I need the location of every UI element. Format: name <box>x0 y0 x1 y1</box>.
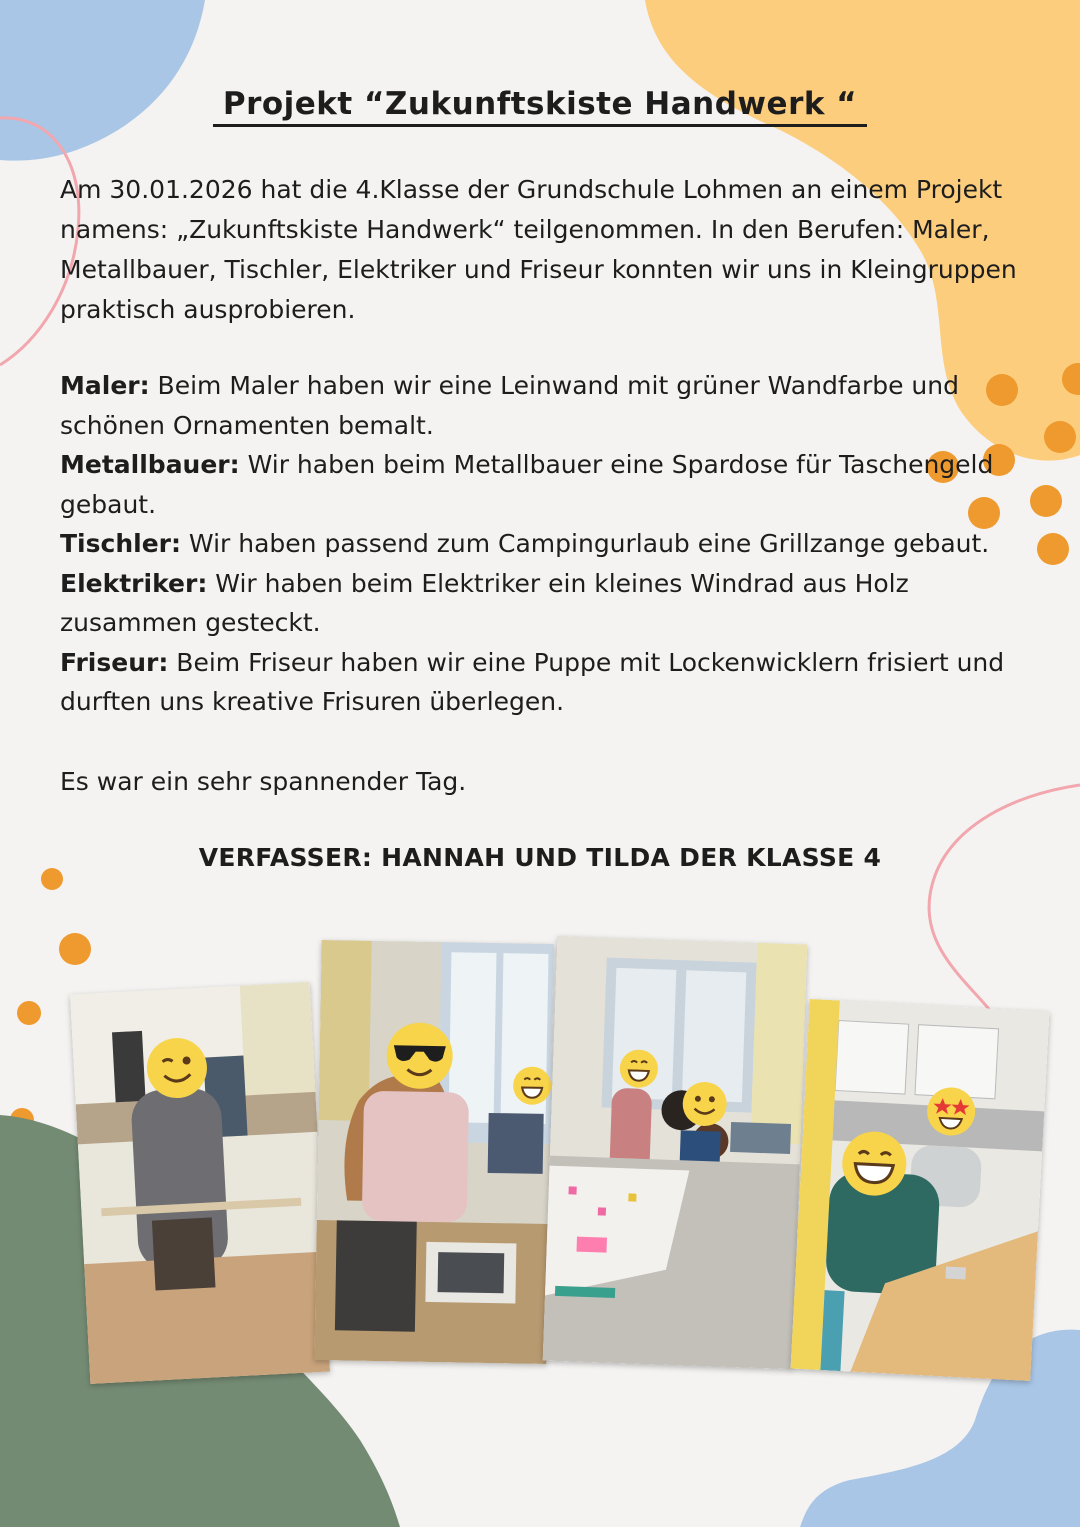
dot <box>1037 533 1069 565</box>
job-label: Tischler: <box>60 529 181 558</box>
photo-electrician-workshop <box>790 999 1049 1381</box>
job-text: Wir haben passend zum Campingurlaub eine Grillzange gebaut. <box>180 529 990 558</box>
photo-painting-workshop <box>314 940 553 1364</box>
star-eyes-face-icon <box>925 1085 978 1138</box>
job-label: Maler: <box>60 371 150 400</box>
grin-face-icon <box>840 1129 909 1198</box>
job-text: Wir haben beim Metallbauer eine Spardose für Taschengeld gebaut. <box>60 450 994 519</box>
job-text: Beim Friseur haben wir eine Puppe mit Lockenwicklern frisiert und durften uns kreative Frisuren überlegen. <box>60 647 1005 716</box>
author-line: VERFASSER: HANNAH UND TILDA DER KLASSE 4 <box>198 843 882 872</box>
job-text: Beim Maler haben wir eine Leinwand mit grüner Wandfarbe und schönen Ornamenten bemalt. <box>60 371 959 440</box>
dot <box>1030 485 1062 517</box>
dot <box>59 933 91 965</box>
job-item-tischler <box>60 524 1020 564</box>
job-item-maler <box>60 366 1020 445</box>
smile-face-icon <box>681 1080 729 1128</box>
dot <box>17 1001 41 1025</box>
dot <box>1044 421 1076 453</box>
blue-blob-top-left <box>0 0 205 161</box>
job-text: Wir haben beim Elektriker ein kleines Windrad aus Holz zusammen gesteckt. <box>60 568 909 637</box>
grin-face-icon <box>512 1065 553 1106</box>
intro-paragraph: Am 30.01.2026 hat die 4.Klasse der Grundschule Lohmen an einem Projekt namens: „Zukunftskiste Handwerk“ teilgenommen. In den Berufen: Maler, Metallbauer, Tischler, Elektriker und Friseur konnten wir uns in Kleingruppen praktisch ausprobieren. <box>60 175 1017 324</box>
job-label: Metallbauer: <box>60 450 240 479</box>
photo-metal-workshop <box>70 982 330 1384</box>
job-item-metallbauer <box>60 445 1020 524</box>
job-list <box>60 366 1020 722</box>
job-item-elektriker <box>60 564 1020 643</box>
closing-line: Es war ein sehr spannender Tag. <box>60 767 467 796</box>
grin-face-icon <box>618 1048 659 1089</box>
job-label: Elektriker: <box>60 568 208 598</box>
photo-hairdresser-workshop <box>543 936 808 1369</box>
page-title <box>0 86 1080 122</box>
job-label: Friseur: <box>60 647 169 677</box>
job-item-friseur <box>60 643 1020 722</box>
title-text: Projekt “Zukunftskiste Handwerk “ <box>213 86 867 127</box>
sunglasses-face-icon <box>385 1021 454 1090</box>
wink-face-icon <box>144 1035 209 1100</box>
